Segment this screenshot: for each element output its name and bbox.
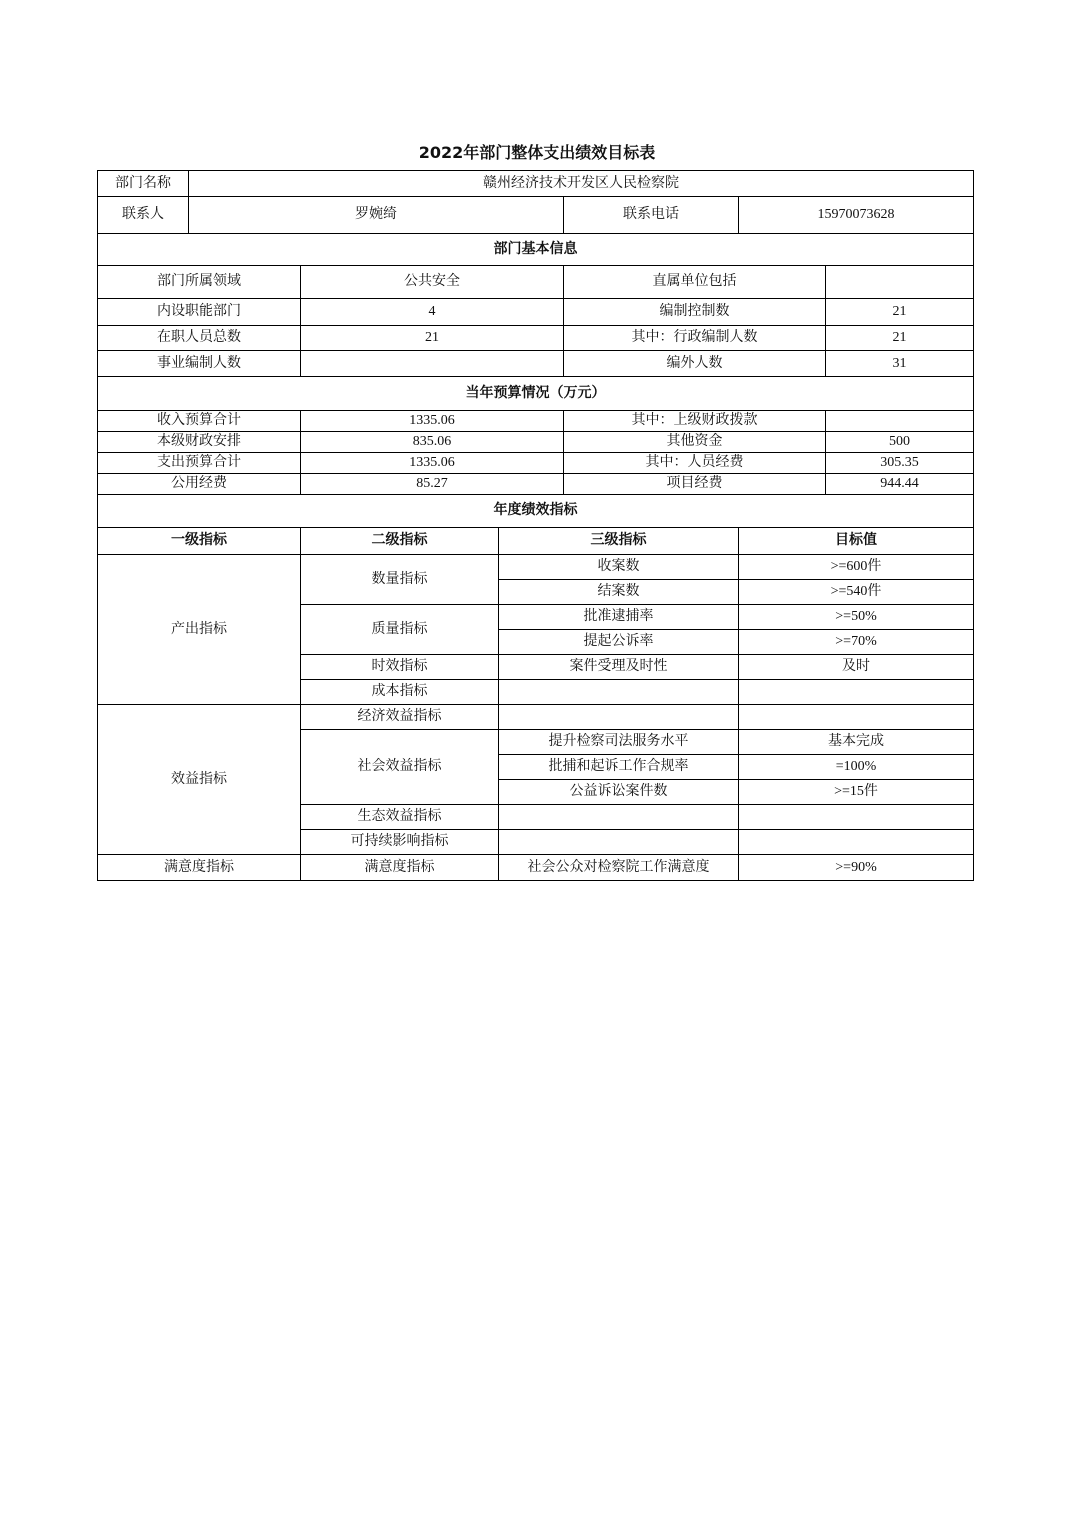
budget-value: 500 [826,432,974,453]
indicator-name: 结案数 [499,580,739,605]
contact-value: 罗婉绮 [189,197,564,234]
indicator-name: 社会公众对检察院工作满意度 [499,855,739,881]
dept-name-label: 部门名称 [98,171,189,197]
budget-label: 其他资金 [564,432,826,453]
social-indicator-label: 社会效益指标 [301,730,499,805]
quantity-indicator-label: 数量指标 [301,555,499,605]
indicator-name: 批准逮捕率 [499,605,739,630]
satisfaction-sub-label: 满意度指标 [301,855,499,881]
benefit-indicator-label: 效益指标 [98,705,301,855]
indicator-name-empty [499,805,739,830]
basic-value: 公共安全 [301,266,564,299]
budget-label: 收入预算合计 [98,411,301,432]
basic-section-title: 部门基本信息 [98,234,974,266]
indicator-name-empty [499,680,739,705]
budget-section-row [98,377,974,411]
page-title: 2022年部门整体支出绩效目标表 [418,143,656,162]
perf-section-row [98,495,974,528]
indicator-name: 批捕和起诉工作合规率 [499,755,739,780]
performance-target-table [97,170,974,881]
indicator-target-empty [739,705,974,730]
budget-row [98,474,974,495]
budget-label: 公用经费 [98,474,301,495]
header-level3: 三级指标 [499,528,739,555]
economic-indicator-label: 经济效益指标 [301,705,499,730]
basic-label: 事业编制人数 [98,351,301,377]
indicator-target: >=70% [739,630,974,655]
basic-value [301,351,564,377]
basic-label: 在职人员总数 [98,326,301,351]
indicator-target-empty [739,680,974,705]
indicator-target: >=90% [739,855,974,881]
budget-row [98,453,974,474]
sustain-indicator-label: 可持续影响指标 [301,830,499,855]
perf-row [98,555,974,580]
basic-row [98,299,974,326]
indicator-target-empty [739,830,974,855]
basic-label: 编外人数 [564,351,826,377]
timeliness-indicator-label: 时效指标 [301,655,499,680]
indicator-name: 提起公诉率 [499,630,739,655]
indicator-name: 收案数 [499,555,739,580]
header-level2: 二级指标 [301,528,499,555]
perf-row [98,855,974,881]
indicator-target: =100% [739,755,974,780]
budget-row [98,432,974,453]
header-level1: 一级指标 [98,528,301,555]
budget-value: 944.44 [826,474,974,495]
contact-row [98,197,974,234]
basic-value: 21 [826,326,974,351]
quality-indicator-label: 质量指标 [301,605,499,655]
basic-label: 其中：行政编制人数 [564,326,826,351]
satisfaction-indicator-label: 满意度指标 [98,855,301,881]
budget-label: 其中：上级财政拨款 [564,411,826,432]
perf-header-row [98,528,974,555]
basic-label: 直属单位包括 [564,266,826,299]
phone-value: 15970073628 [739,197,974,234]
indicator-target-empty [739,805,974,830]
budget-value: 85.27 [301,474,564,495]
indicator-name-empty [499,705,739,730]
budget-section-title: 当年预算情况（万元） [98,377,974,411]
budget-value: 305.35 [826,453,974,474]
budget-label: 项目经费 [564,474,826,495]
indicator-target: 基本完成 [739,730,974,755]
indicator-target: 及时 [739,655,974,680]
header-target: 目标值 [739,528,974,555]
phone-label: 联系电话 [564,197,739,234]
basic-value: 21 [826,299,974,326]
budget-label: 其中：人员经费 [564,453,826,474]
perf-section-title: 年度绩效指标 [98,495,974,528]
basic-row [98,266,974,299]
basic-label: 部门所属领域 [98,266,301,299]
budget-value: 1335.06 [301,411,564,432]
indicator-target: >=15件 [739,780,974,805]
budget-value [826,411,974,432]
basic-value: 31 [826,351,974,377]
indicator-target: >=540件 [739,580,974,605]
basic-row [98,326,974,351]
perf-row [98,705,974,730]
basic-row [98,351,974,377]
basic-section-row [98,234,974,266]
basic-label: 编制控制数 [564,299,826,326]
basic-label: 内设职能部门 [98,299,301,326]
indicator-name-empty [499,830,739,855]
budget-label: 本级财政安排 [98,432,301,453]
indicator-name: 案件受理及时性 [499,655,739,680]
indicator-name: 提升检察司法服务水平 [499,730,739,755]
basic-value: 4 [301,299,564,326]
basic-value [826,266,974,299]
ecology-indicator-label: 生态效益指标 [301,805,499,830]
output-indicator-label: 产出指标 [98,555,301,705]
budget-value: 835.06 [301,432,564,453]
budget-row [98,411,974,432]
contact-label: 联系人 [98,197,189,234]
dept-name-row [98,171,974,197]
indicator-name: 公益诉讼案件数 [499,780,739,805]
basic-value: 21 [301,326,564,351]
indicator-target: >=600件 [739,555,974,580]
cost-indicator-label: 成本指标 [301,680,499,705]
dept-name-value: 赣州经济技术开发区人民检察院 [189,171,974,197]
budget-label: 支出预算合计 [98,453,301,474]
budget-value: 1335.06 [301,453,564,474]
indicator-target: >=50% [739,605,974,630]
